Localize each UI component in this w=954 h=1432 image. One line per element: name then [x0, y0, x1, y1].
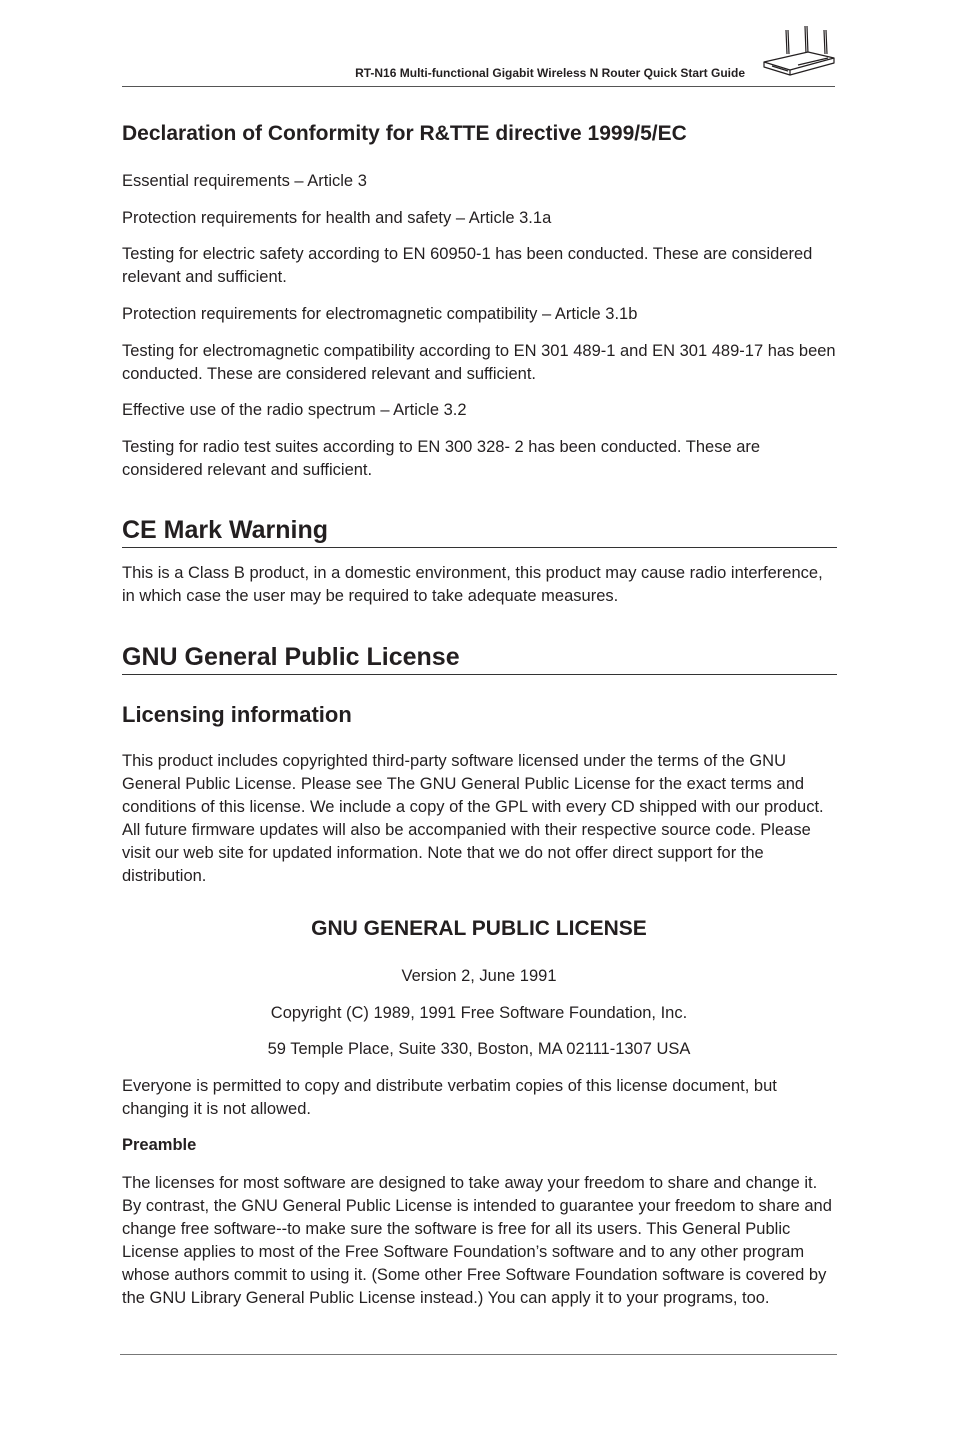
declaration-paragraph: Essential requirements – Article 3: [122, 172, 367, 190]
ce-mark-heading: CE Mark Warning: [122, 516, 329, 544]
header-rule: [122, 86, 835, 87]
preamble-text: The licenses for most software are designed to take away your freedom to share and change it. By contrast, the GNU General Public License is intended to guarantee your freedom to share and change free software--to make sure the software is free for all its users. This General Public License applies to most of the Free Software Foundation’s software and to any other program whose authors commit to using it. (Some other Free Software Foundation software is covered by the GNU Library General Public License instead.) You can apply it to your programs, too.: [122, 1174, 832, 1307]
declaration-heading: Declaration of Conformity for R&TTE directive 1999/5/EC: [122, 122, 687, 145]
gpl-address: 59 Temple Place, Suite 330, Boston, MA 02111-1307 USA: [267, 1040, 691, 1058]
router-icon: [758, 24, 838, 80]
declaration-paragraph: Testing for electromagnetic compatibility according to EN 301 489-1 and EN 301 489-17 has been conducted. These are considered relevant and sufficient.: [122, 342, 836, 383]
declaration-paragraph: Protection requirements for health and safety – Article 3.1a: [122, 209, 552, 227]
gpl-permission: Everyone is permitted to copy and distribute verbatim copies of this license document, but changing it is not allowed.: [122, 1077, 777, 1118]
declaration-paragraph: Effective use of the radio spectrum – Article 3.2: [122, 401, 467, 419]
gpl-version: Version 2, June 1991: [401, 967, 557, 985]
declaration-paragraph: Protection requirements for electromagnetic compatibility – Article 3.1b: [122, 305, 638, 323]
licensing-heading: Licensing information: [122, 702, 352, 727]
gnu-heading: GNU General Public License: [122, 643, 460, 671]
footer-rule: [120, 1354, 837, 1355]
gpl-copyright: Copyright (C) 1989, 1991 Free Software Foundation, Inc.: [270, 1004, 688, 1022]
ce-mark-text: This is a Class B product, in a domestic environment, this product may cause radio interference, in which case the user may be required to take adequate measures.: [122, 564, 823, 605]
section-rule: [122, 547, 837, 548]
header-title: RT-N16 Multi-functional Gigabit Wireless N Router Quick Start Guide: [355, 66, 745, 80]
licensing-text: This product includes copyrighted third-party software licensed under the terms of the GNU General Public License. Please see The GNU General Public License for the exact terms and conditions of this license. We include a copy of the GPL with every CD shipped with our product. All future firmware updates will also be accompanied with their respective source code. Please visit our web site for updated information. Note that we do not offer direct support for the distribution.: [122, 752, 824, 885]
preamble-heading: Preamble: [122, 1136, 197, 1154]
gpl-title: GNU GENERAL PUBLIC LICENSE: [311, 917, 647, 940]
section-rule: [122, 674, 837, 675]
declaration-paragraph: Testing for radio test suites according to EN 300 328- 2 has been conducted. These are considered relevant and sufficient.: [122, 438, 761, 479]
declaration-paragraph: Testing for electric safety according to EN 60950-1 has been conducted. These are considered relevant and sufficient.: [122, 245, 813, 286]
